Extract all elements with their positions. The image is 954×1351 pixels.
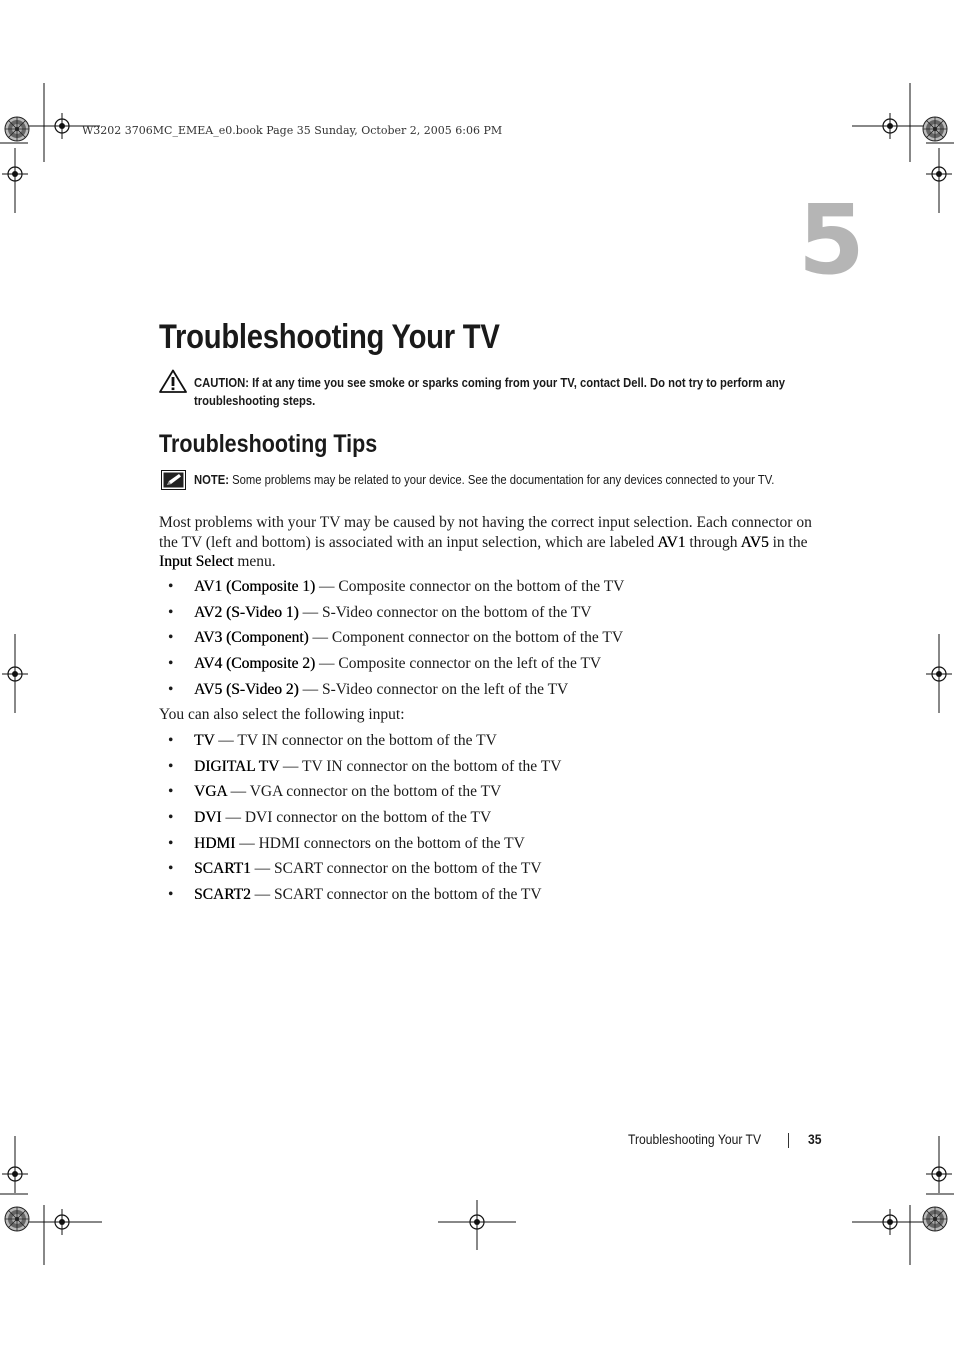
intro-paragraph <box>159 513 819 572</box>
chapter-number: 5 <box>798 184 865 296</box>
also-select-text: You can also select the following input: <box>159 706 405 723</box>
bullet: • <box>168 629 174 646</box>
intro-text-4: menu. <box>233 553 276 570</box>
bullet: • <box>168 578 174 595</box>
intro-menu-term: Input Select <box>159 553 234 570</box>
input-term: DIGITAL TV <box>194 758 280 775</box>
footer-divider <box>788 1133 789 1148</box>
input-description: — Composite connector on the bottom of the TV <box>315 578 625 595</box>
note-notice <box>194 471 815 489</box>
input-term: AV3 (Component) <box>194 629 309 646</box>
input-description: — HDMI connectors on the bottom of the TV <box>235 835 525 852</box>
caution-label: CAUTION: <box>194 376 249 390</box>
intro-text-2: through <box>685 533 741 551</box>
bullet: • <box>168 860 174 877</box>
note-pencil-icon <box>161 470 186 490</box>
page-title: Troubleshooting Your TV <box>159 318 500 356</box>
section-heading: Troubleshooting Tips <box>159 430 378 458</box>
input-description: — SCART connector on the bottom of the TV <box>250 886 542 903</box>
intro-av5-term: AV5 <box>740 533 769 551</box>
bullet: • <box>168 783 174 800</box>
input-term: SCART1 <box>194 860 251 877</box>
input-term: VGA <box>194 783 227 800</box>
bullet: • <box>168 604 174 621</box>
bullet: • <box>168 655 174 672</box>
intro-av1-term: AV1 <box>657 533 686 551</box>
input-description: — SCART connector on the bottom of the TV <box>250 860 542 877</box>
intro-text-1: Most problems with your TV may be caused by not having the correct input selection. Each connector on the TV (left and bottom) is associated with an input selection, which are labeled <box>159 514 812 551</box>
input-term: AV5 (S-Video 2) <box>194 681 299 698</box>
input-description: — Composite connector on the left of the TV <box>315 655 602 672</box>
bullet: • <box>168 681 174 698</box>
input-description: — TV IN connector on the bottom of the TV <box>279 758 562 775</box>
input-term: TV <box>194 732 215 749</box>
input-description: — DVI connector on the bottom of the TV <box>221 809 492 826</box>
bullet: • <box>168 835 174 852</box>
caution-warning-icon <box>159 369 187 393</box>
footer-chapter-title: Troubleshooting Your TV <box>628 1132 762 1147</box>
caution-text: If at any time you see smoke or sparks coming from your TV, contact Dell. Do not try to perform any troubleshooting steps. <box>194 376 785 408</box>
input-term: SCART2 <box>194 886 251 903</box>
input-description: — S-Video connector on the bottom of the TV <box>298 604 592 621</box>
input-description: — Component connector on the bottom of the TV <box>308 629 624 646</box>
input-description: — TV IN connector on the bottom of the TV <box>214 732 497 749</box>
input-term: AV1 (Composite 1) <box>194 578 316 595</box>
note-label: NOTE: <box>194 473 230 487</box>
caution-notice <box>194 374 815 410</box>
input-description: — VGA connector on the bottom of the TV <box>226 783 502 800</box>
bullet: • <box>168 758 174 775</box>
input-term: AV4 (Composite 2) <box>194 655 316 672</box>
bullet: • <box>168 809 174 826</box>
input-term: DVI <box>194 809 222 826</box>
page-number: 35 <box>808 1132 822 1147</box>
note-text: Some problems may be related to your device. See the documentation for any devices connected to your TV. <box>232 473 775 487</box>
input-description: — S-Video connector on the left of the TV <box>298 681 569 698</box>
bullet: • <box>168 886 174 903</box>
bullet: • <box>168 732 174 749</box>
intro-text-3: in the <box>768 533 808 551</box>
input-term: AV2 (S-Video 1) <box>194 604 299 621</box>
input-term: HDMI <box>194 835 236 852</box>
print-file-header: W3202 3706MC_EMEA_e0.book Page 35 Sunday, October 2, 2005 6:06 PM <box>82 124 503 137</box>
